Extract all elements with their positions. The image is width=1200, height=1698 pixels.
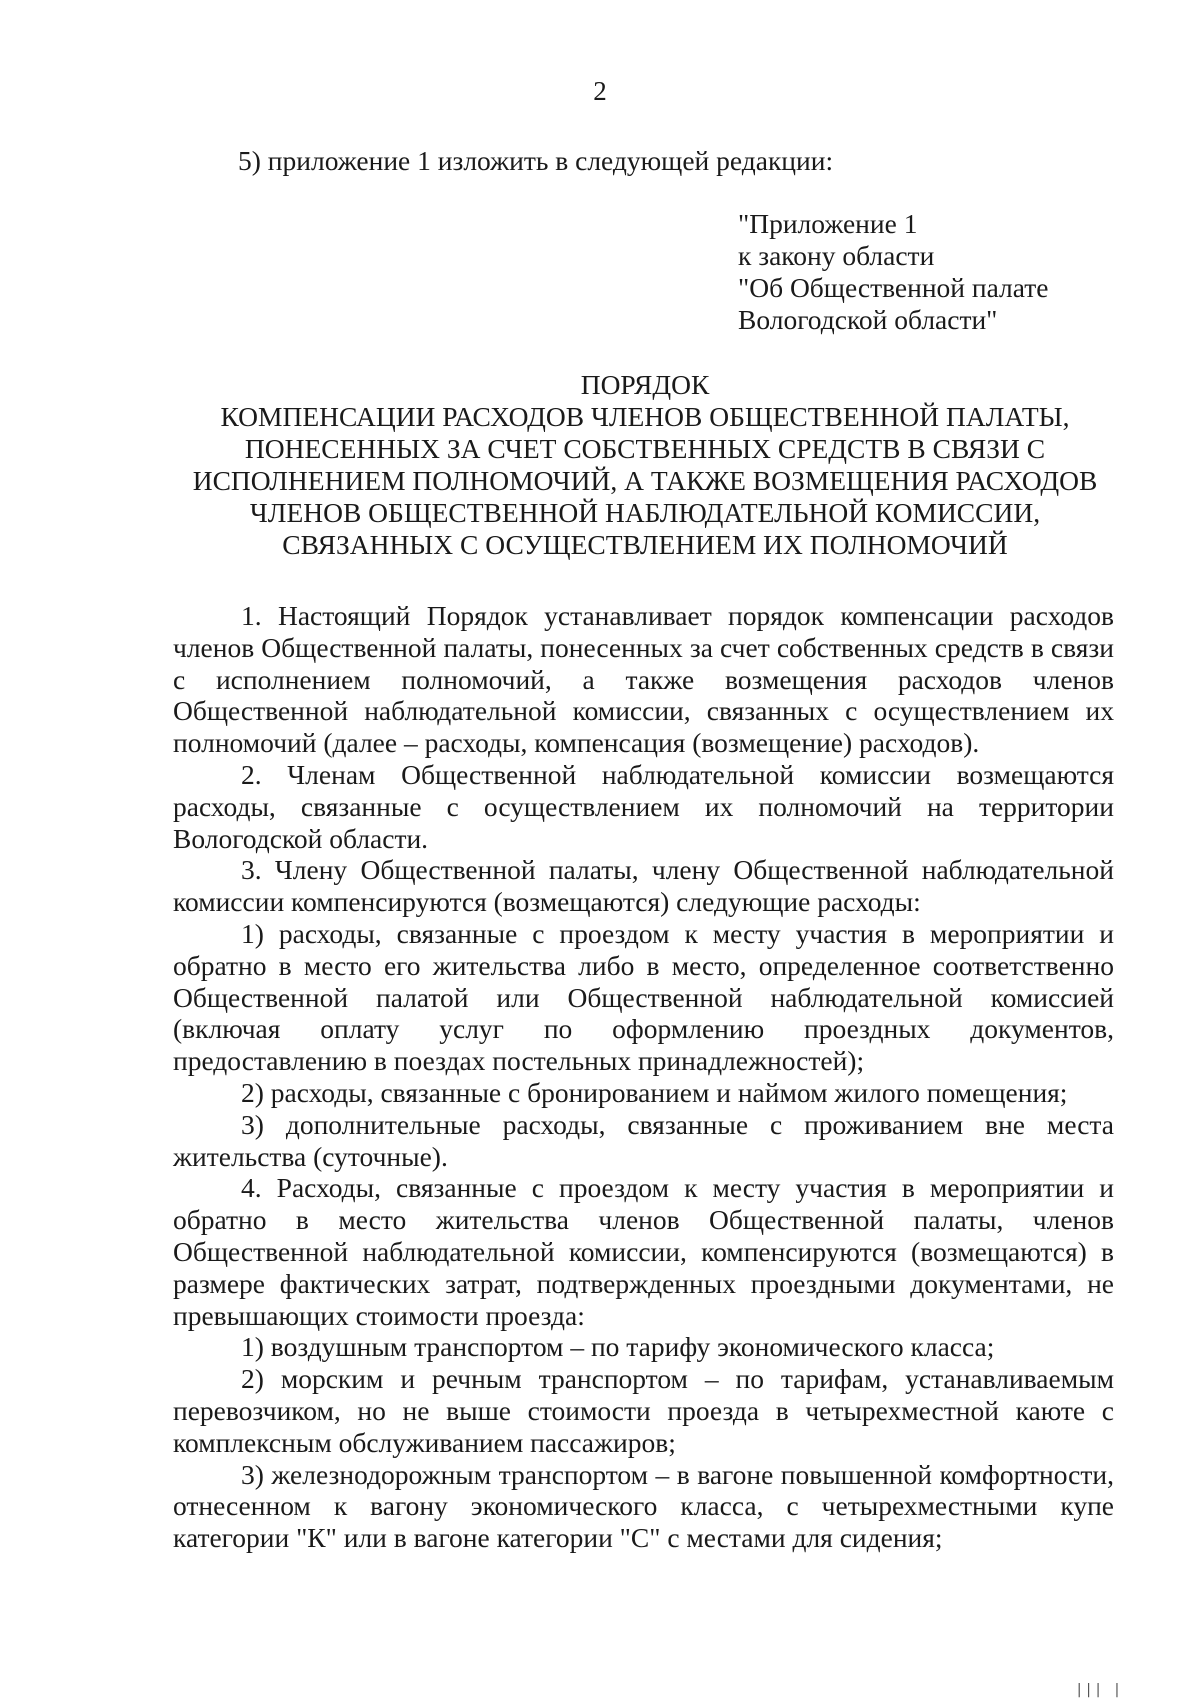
page-number: 2 <box>593 76 607 106</box>
paragraph: 2) морским и речным транспортом – по тарифам, устанавливаемым перевозчиком, но не выше стоимости проезда в четырехместной каюте с комплексным обслуживанием пассажиров; <box>173 1363 1114 1458</box>
paragraph: 4. Расходы, связанные с проездом к месту участия в мероприятии и обратно в место жительства членов Общественной палаты, членов Общественной наблюдательной комиссии, компенсируются (возмещаются) в размере фактических затрат, подтвержденных проездными документами, не превышающих стоимости проезда: <box>173 1172 1114 1331</box>
title-line: КОМПЕНСАЦИИ РАСХОДОВ ЧЛЕНОВ ОБЩЕСТВЕННОЙ ПАЛАТЫ, <box>220 401 1070 432</box>
title-line: ПОНЕСЕННЫХ ЗА СЧЕТ СОБСТВЕННЫХ СРЕДСТВ В СВЯЗИ С <box>244 433 1046 464</box>
appendix-line: Вологодской области" <box>738 304 998 335</box>
title-line: ИСПОЛНЕНИЕМ ПОЛНОМОЧИЙ, А ТАКЖЕ ВОЗМЕЩЕНИЯ РАСХОДОВ <box>192 465 1098 496</box>
appendix-header <box>738 208 1049 336</box>
paragraph: 1) воздушным транспортом – по тарифу экономического класса; <box>241 1331 995 1363</box>
title-line: ПОРЯДОК <box>580 369 710 400</box>
appendix-line: "Приложение 1 <box>738 208 918 239</box>
title-line: СВЯЗАННЫХ С ОСУЩЕСТВЛЕНИЕМ ИХ ПОЛНОМОЧИЙ <box>282 529 1008 560</box>
document-body <box>173 600 1114 1554</box>
paragraph: 3) дополнительные расходы, связанные с проживанием вне места жительства (суточные). <box>173 1108 1114 1172</box>
paragraph: 2) расходы, связанные с бронированием и наймом жилого помещения; <box>241 1076 1068 1108</box>
intro-line: 5) приложение 1 изложить в следующей редакции: <box>238 145 834 176</box>
paragraph: 2. Членам Общественной наблюдательной комиссии возмещаются расходы, связанные с осуществлением их полномочий на территории Вологодской области. <box>173 758 1114 854</box>
appendix-line: "Об Общественной палате <box>738 272 1049 303</box>
title-line: ЧЛЕНОВ ОБЩЕСТВЕННОЙ НАБЛЮДАТЕЛЬНОЙ КОМИССИИ, <box>249 497 1041 528</box>
scan-marks: ||| | <box>1075 1682 1123 1698</box>
appendix-line: к закону области <box>738 240 935 271</box>
document-title <box>120 369 1170 561</box>
paragraph: 1) расходы, связанные с проездом к месту участия в мероприятии и обратно в место его жительства либо в место, определенное соответственно Общественной палатой или Общественной наблюдательной комиссией (включая оплату услуг по оформлению проездных документов, предоставлению в поездах постельных принадлежностей); <box>173 917 1114 1077</box>
paragraph: 3) железнодорожным транспортом – в вагоне повышенной комфортности, отнесенном к вагону экономического класса, с четырехместными купе категории "К" или в вагоне категории "С" с местами для сидения; <box>173 1458 1114 1554</box>
paragraph: 1. Настоящий Порядок устанавливает порядок компенсации расходов членов Общественной палаты, понесенных за счет собственных средств в связи с исполнением полномочий, а также возмещения расходов членов Общественной наблюдательной комиссии, связанных с осуществлением их полномочий (далее – расходы, компенсация (возмещение) расходов). <box>173 600 1114 759</box>
paragraph: 3. Члену Общественной палаты, члену Общественной наблюдательной комиссии компенсируются (возмещаются) следующие расходы: <box>173 854 1114 918</box>
